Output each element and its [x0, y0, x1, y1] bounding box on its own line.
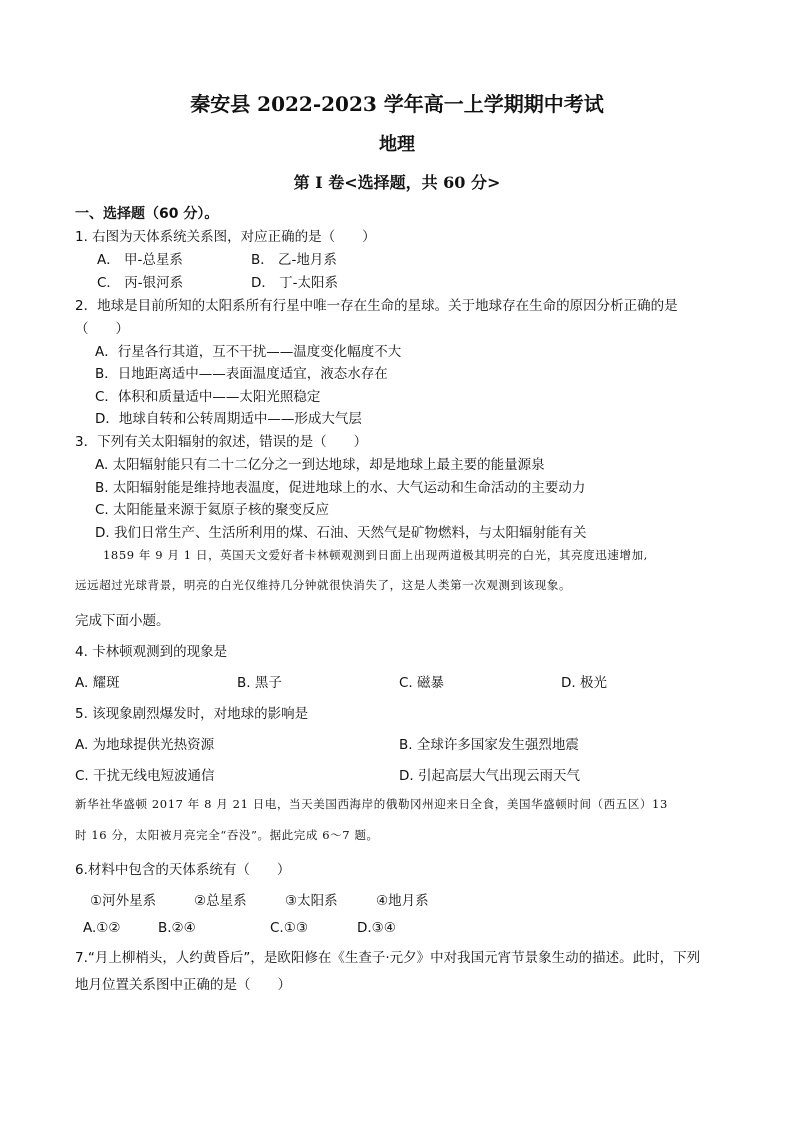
section-heading: 一、选择题（60 分）。	[75, 206, 219, 222]
material-2-line-2: 时 16 分，太阳被月亮完全“吞没”。据此完成 6～7 题。	[75, 828, 379, 842]
question-2-paren: （ ）	[75, 321, 129, 337]
question-6-option-b[interactable]: B.②④	[158, 920, 196, 936]
question-4-option-d[interactable]: D. 极光	[561, 675, 607, 691]
question-1-option-c[interactable]: C． 丙-银河系	[97, 275, 184, 291]
question-6-item-3: ③太阳系	[285, 893, 338, 909]
question-6-option-c[interactable]: C.①③	[270, 920, 308, 936]
question-6-option-d[interactable]: D.③④	[357, 920, 396, 936]
question-4-option-b[interactable]: B. 黑子	[237, 675, 282, 691]
question-7-line-1: 7.“月上柳梢头，人约黄昏后”，是欧阳修在《生查子·元夕》中对我国元宵节景象生动的描述。此时，下列	[75, 950, 701, 966]
question-6-stem: 6.材料中包含的天体系统有（ ）	[75, 862, 291, 878]
question-3-option-b[interactable]: B. 太阳辐射能是维持地表温度，促进地球上的水、大气运动和生命活动的主要动力	[95, 480, 586, 496]
question-3-option-d[interactable]: D. 我们日常生产、生活所利用的煤、石油、天然气是矿物燃料，与太阳辐射能有关	[95, 525, 587, 541]
part-title: 第 I 卷<选择题，共 60 分>	[293, 173, 501, 192]
question-1-option-a[interactable]: A． 甲-总星系	[97, 252, 183, 268]
question-5-stem: 5. 该现象剧烈爆发时，对地球的影响是	[75, 706, 309, 722]
question-4-stem: 4. 卡林顿观测到的现象是	[75, 644, 228, 660]
question-1-option-b[interactable]: B． 乙-地月系	[251, 252, 337, 268]
question-1-stem: 1. 右图为天体系统关系图，对应正确的是（ ）	[75, 229, 376, 245]
question-6-option-a[interactable]: A.①②	[83, 920, 121, 936]
question-2-option-d[interactable]: D．地球自转和公转周期适中——形成大气层	[95, 411, 362, 427]
question-5-option-d[interactable]: D. 引起高层大气出现云雨天气	[399, 768, 580, 784]
question-6-item-1: ①河外星系	[90, 893, 157, 909]
question-6-item-2: ②总星系	[194, 893, 247, 909]
subject-title: 地理	[379, 134, 415, 155]
question-1-option-d[interactable]: D． 丁-太阳系	[251, 275, 339, 291]
question-6-item-4: ④地月系	[376, 893, 429, 909]
question-4-option-c[interactable]: C. 磁暴	[399, 675, 445, 691]
question-5-option-a[interactable]: A. 为地球提供光热资源	[75, 737, 215, 753]
question-5-option-c[interactable]: C. 干扰无线电短波通信	[75, 768, 215, 784]
question-5-option-b[interactable]: B. 全球许多国家发生强烈地震	[399, 737, 579, 753]
material-2-line-1: 新华社华盛顿 2017 年 8 月 21 日电，当天美国西海岸的俄勒冈州迎来日全食，美国华盛顿时间（西五区）13	[75, 797, 668, 811]
question-3-option-a[interactable]: A. 太阳辐射能只有二十二亿分之一到达地球，却是地球上最主要的能量源泉	[95, 457, 545, 473]
question-2-option-c[interactable]: C．体积和质量适中——太阳光照稳定	[95, 389, 321, 405]
question-4-option-a[interactable]: A. 耀斑	[75, 675, 120, 691]
page-title: 秦安县 2022-2023 学年高一上学期期中考试	[190, 92, 604, 116]
question-3-option-c[interactable]: C. 太阳能量来源于氦原子核的聚变反应	[95, 502, 330, 518]
material-1-instruction: 完成下面小题。	[75, 613, 170, 629]
question-3-stem: 3．下列有关太阳辐射的叙述，错误的是（ ）	[75, 434, 368, 450]
material-1-line-2: 远远超过光球背景，明亮的白光仅维持几分钟就很快消失了，这是人类第一次观测到该现象。	[75, 578, 572, 592]
question-2-stem: 2．地球是目前所知的太阳系所有行星中唯一存在生命的星球。关于地球存在生命的原因分析正确的是	[75, 298, 678, 314]
question-2-option-b[interactable]: B．日地距离适中——表面温度适宜，液态水存在	[95, 366, 388, 382]
material-1-line-1: 1859 年 9 月 1 日，英国天文爱好者卡林顿观测到日面上出现两道极其明亮的白光，其亮度迅速增加,	[103, 548, 648, 562]
question-7-line-2: 地月位置关系图中正确的是（ ）	[75, 977, 291, 993]
question-2-option-a[interactable]: A．行星各行其道，互不干扰——温度变化幅度不大	[95, 344, 402, 360]
